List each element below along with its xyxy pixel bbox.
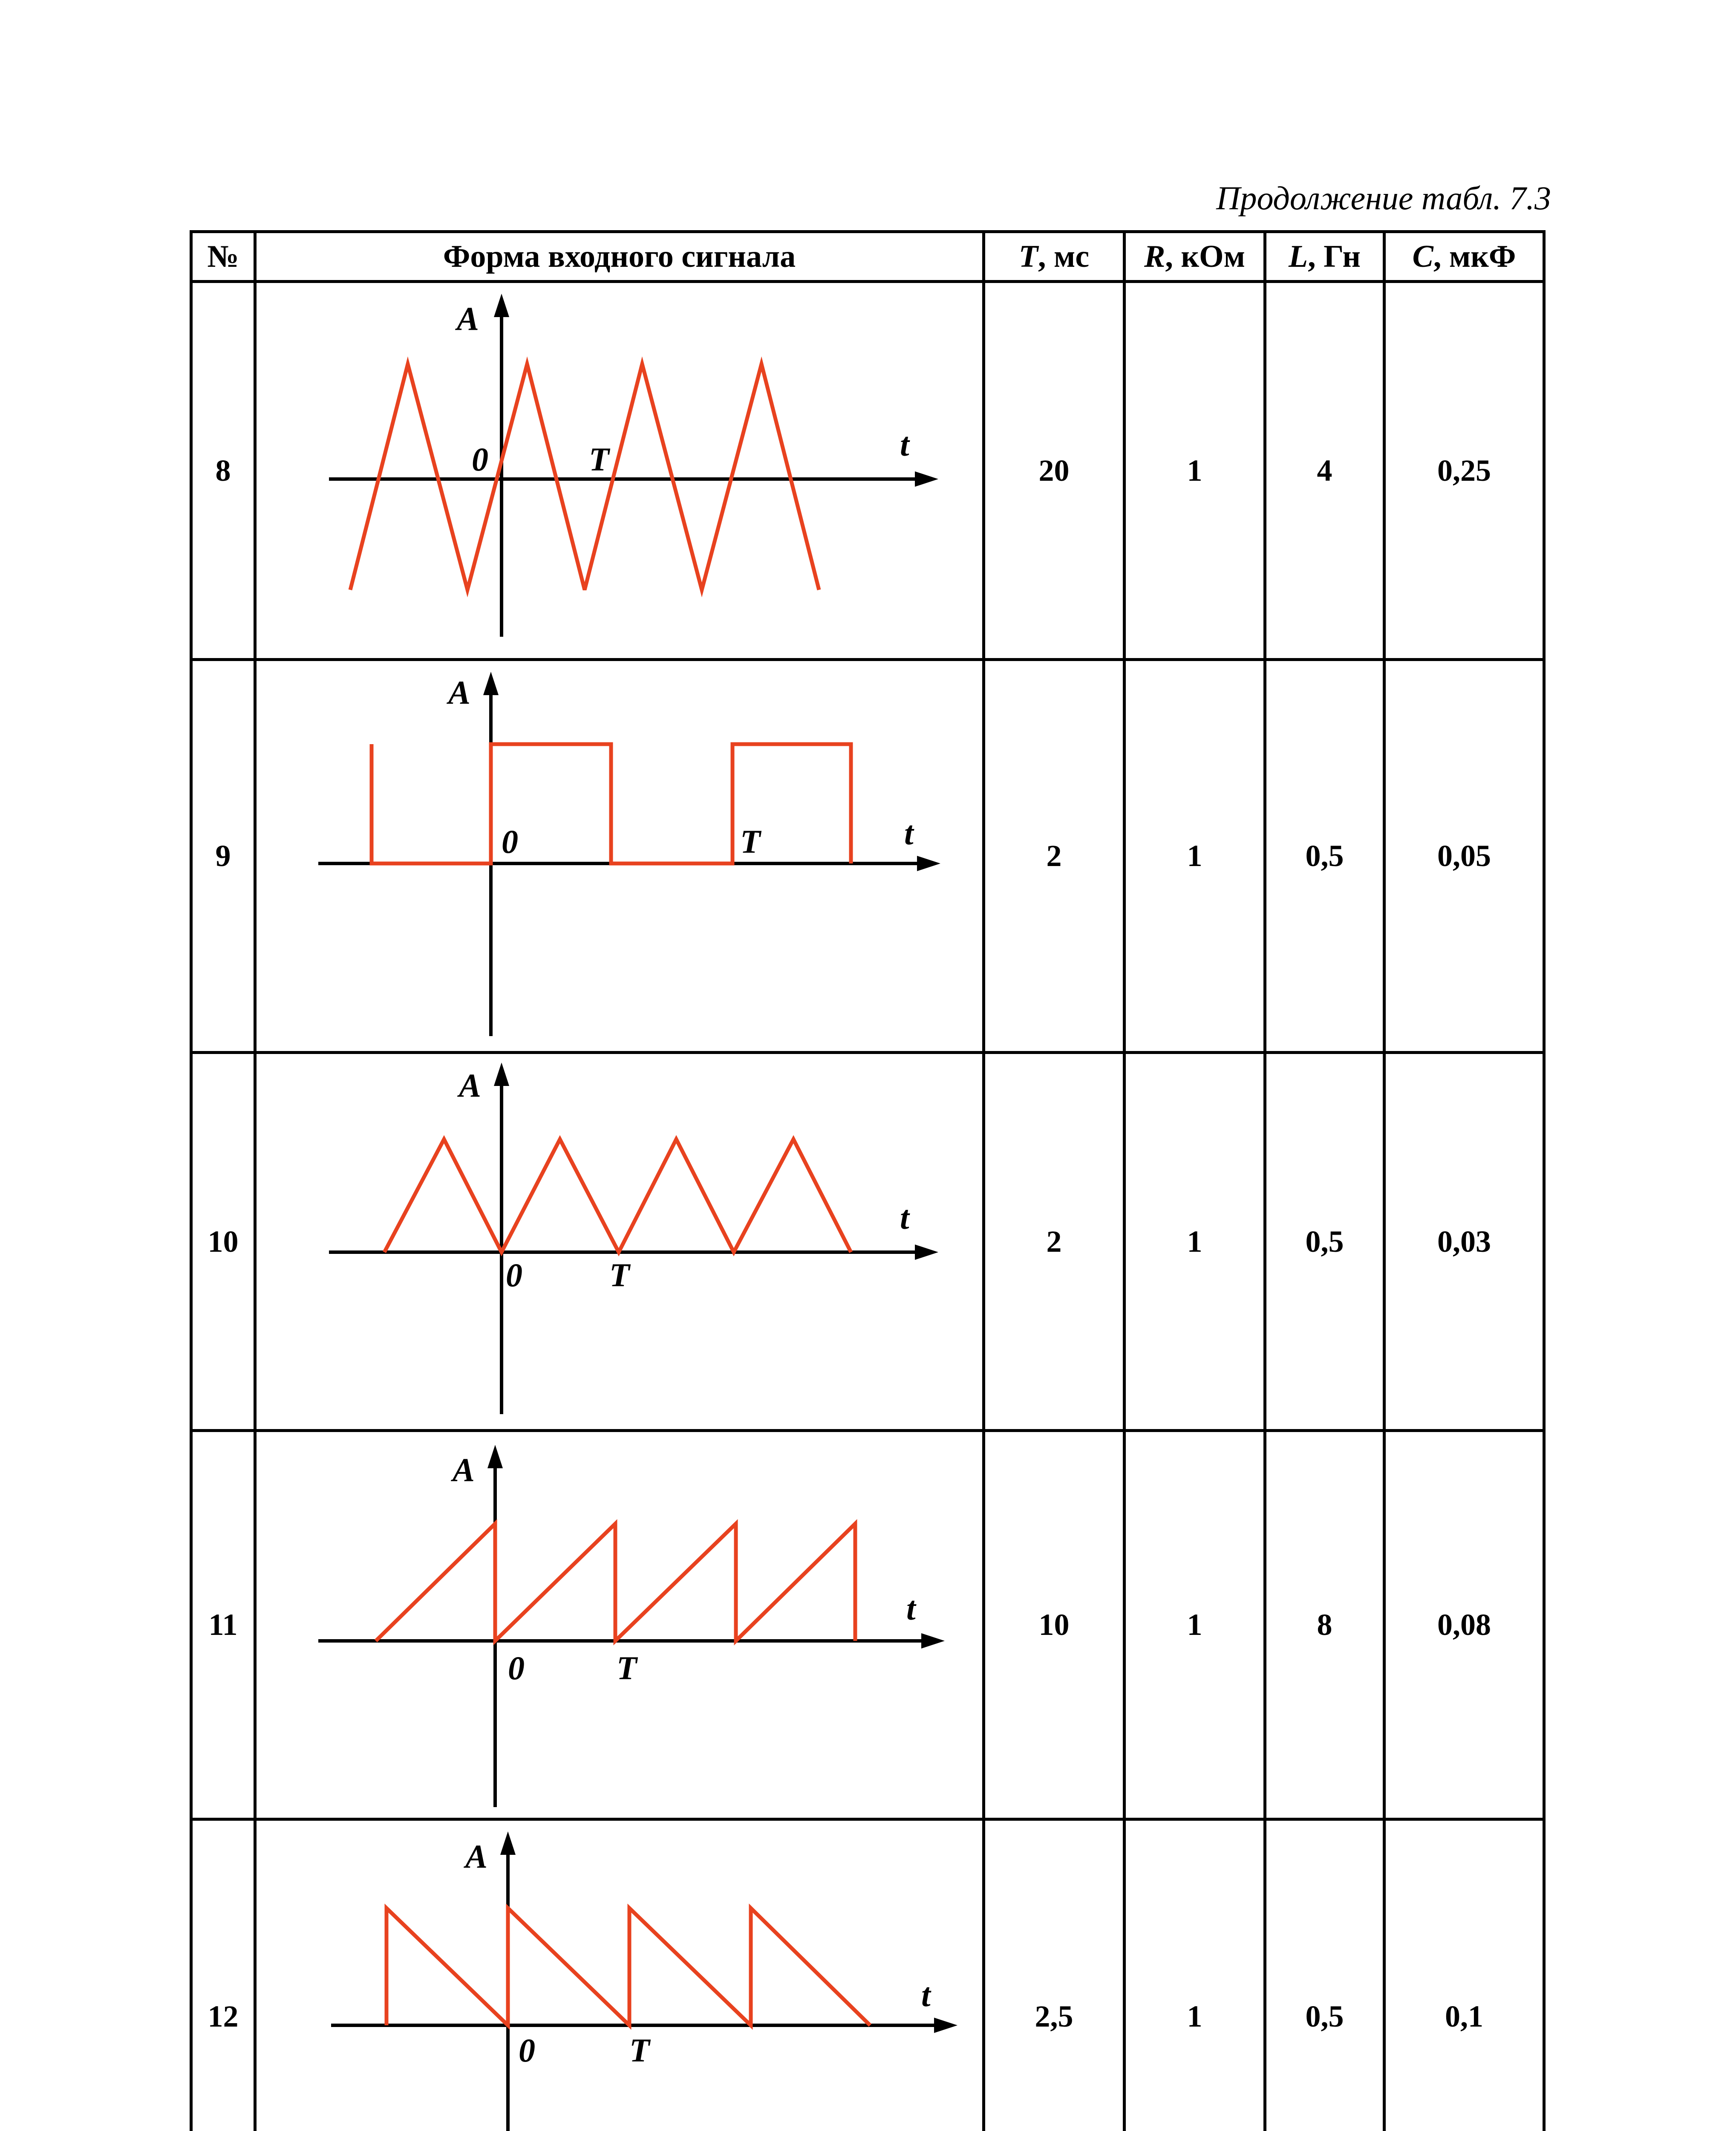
- period-label: T: [629, 2032, 650, 2069]
- capacitance-value: 0,08: [1384, 1431, 1544, 1819]
- row-number: 10: [191, 1053, 255, 1431]
- resistance-value: 1: [1125, 1431, 1265, 1819]
- header-resistance-symbol: R: [1144, 239, 1165, 274]
- header-period-unit: , мс: [1038, 239, 1090, 274]
- amplitude-axis-label: A: [459, 1067, 482, 1104]
- time-axis-label: t: [906, 1590, 916, 1627]
- signal-plot-sawtooth-falling: [257, 1821, 985, 2131]
- header-inductance-unit: , Гн: [1308, 239, 1361, 274]
- header-period-symbol: T: [1018, 239, 1038, 274]
- signal-plot-triangular-unipolar: [257, 1054, 985, 1429]
- row-number: 12: [191, 1819, 255, 2131]
- signal-plot-cell: [255, 1431, 984, 1819]
- inductance-value: 4: [1265, 282, 1384, 660]
- amplitude-axis-label: A: [465, 1838, 488, 1875]
- table-row: [191, 1053, 1544, 1431]
- inductance-value: 0,5: [1265, 1819, 1384, 2131]
- header-signal-shape: Форма входного сигнала: [255, 232, 984, 282]
- row-number: 9: [191, 660, 255, 1053]
- header-inductance: [1265, 232, 1384, 282]
- time-axis-label: t: [904, 814, 914, 852]
- time-axis-label: t: [921, 1976, 931, 2013]
- period-value: 2: [984, 660, 1125, 1053]
- capacitance-value: 0,05: [1384, 660, 1544, 1053]
- header-resistance-unit: , кОм: [1165, 239, 1245, 274]
- amplitude-axis-label: A: [457, 300, 479, 337]
- row-number: 8: [191, 282, 255, 660]
- signal-plot-triangular-bipolar: [257, 283, 985, 658]
- origin-label: 0: [519, 2032, 535, 2069]
- time-axis-arrow: [915, 471, 938, 487]
- time-axis-label: t: [900, 426, 909, 463]
- header-capacitance-symbol: C: [1412, 239, 1433, 274]
- period-value: 10: [984, 1431, 1125, 1819]
- period-value: 2: [984, 1053, 1125, 1431]
- signal-waveform: [384, 1139, 851, 1252]
- row-number: 11: [191, 1431, 255, 1819]
- amplitude-axis-label: A: [453, 1451, 475, 1488]
- header-number: №: [191, 232, 255, 282]
- signal-plot-cell: [255, 1053, 984, 1431]
- time-axis-arrow: [921, 1633, 945, 1649]
- signal-plot-cell: [255, 1819, 984, 2131]
- table-row: [191, 660, 1544, 1053]
- amplitude-axis-arrow: [483, 672, 499, 695]
- period-value: 20: [984, 282, 1125, 660]
- time-axis-label: t: [900, 1199, 909, 1236]
- signal-waveform: [376, 1524, 855, 1641]
- origin-label: 0: [508, 1649, 525, 1686]
- amplitude-axis-arrow: [487, 1445, 503, 1468]
- signal-waveform: [372, 744, 851, 863]
- period-label: T: [617, 1649, 637, 1686]
- resistance-value: 1: [1125, 1819, 1265, 2131]
- resistance-value: 1: [1125, 282, 1265, 660]
- header-capacitance: [1384, 232, 1544, 282]
- header-inductance-symbol: L: [1288, 239, 1308, 274]
- signal-waveform: [350, 364, 819, 590]
- resistance-value: 1: [1125, 660, 1265, 1053]
- period-label: T: [609, 1256, 630, 1294]
- inductance-value: 0,5: [1265, 660, 1384, 1053]
- table-row: [191, 282, 1544, 660]
- header-resistance: [1125, 232, 1265, 282]
- table-caption: Продолжение табл. 7.3: [1216, 179, 1551, 217]
- table-row: [191, 1431, 1544, 1819]
- time-axis-arrow: [934, 2018, 957, 2033]
- origin-label: 0: [472, 441, 488, 478]
- signal-waveform: [386, 1908, 870, 2025]
- time-axis-arrow: [915, 1245, 938, 1260]
- signal-plot-sawtooth-rising: [257, 1432, 985, 1818]
- capacitance-value: 0,1: [1384, 1819, 1544, 2131]
- capacitance-value: 0,25: [1384, 282, 1544, 660]
- amplitude-axis-label: A: [448, 674, 471, 711]
- parameters-table: [190, 230, 1546, 2131]
- signal-plot-rectangular-pulses: [257, 661, 985, 1051]
- origin-label: 0: [506, 1256, 522, 1294]
- resistance-value: 1: [1125, 1053, 1265, 1431]
- period-label: T: [589, 441, 609, 478]
- amplitude-axis-arrow: [494, 294, 509, 317]
- signal-plot-cell: [255, 282, 984, 660]
- period-value: 2,5: [984, 1819, 1125, 2131]
- header-period: [984, 232, 1125, 282]
- origin-label: 0: [502, 823, 518, 860]
- inductance-value: 0,5: [1265, 1053, 1384, 1431]
- amplitude-axis-arrow: [494, 1063, 509, 1086]
- time-axis-arrow: [917, 856, 940, 871]
- header-capacitance-unit: , мкФ: [1433, 239, 1516, 274]
- period-label: T: [740, 823, 761, 860]
- table-row: [191, 1819, 1544, 2131]
- signal-plot-cell: [255, 660, 984, 1053]
- table-header-row: [191, 232, 1544, 282]
- amplitude-axis-arrow: [500, 1831, 516, 1855]
- inductance-value: 8: [1265, 1431, 1384, 1819]
- capacitance-value: 0,03: [1384, 1053, 1544, 1431]
